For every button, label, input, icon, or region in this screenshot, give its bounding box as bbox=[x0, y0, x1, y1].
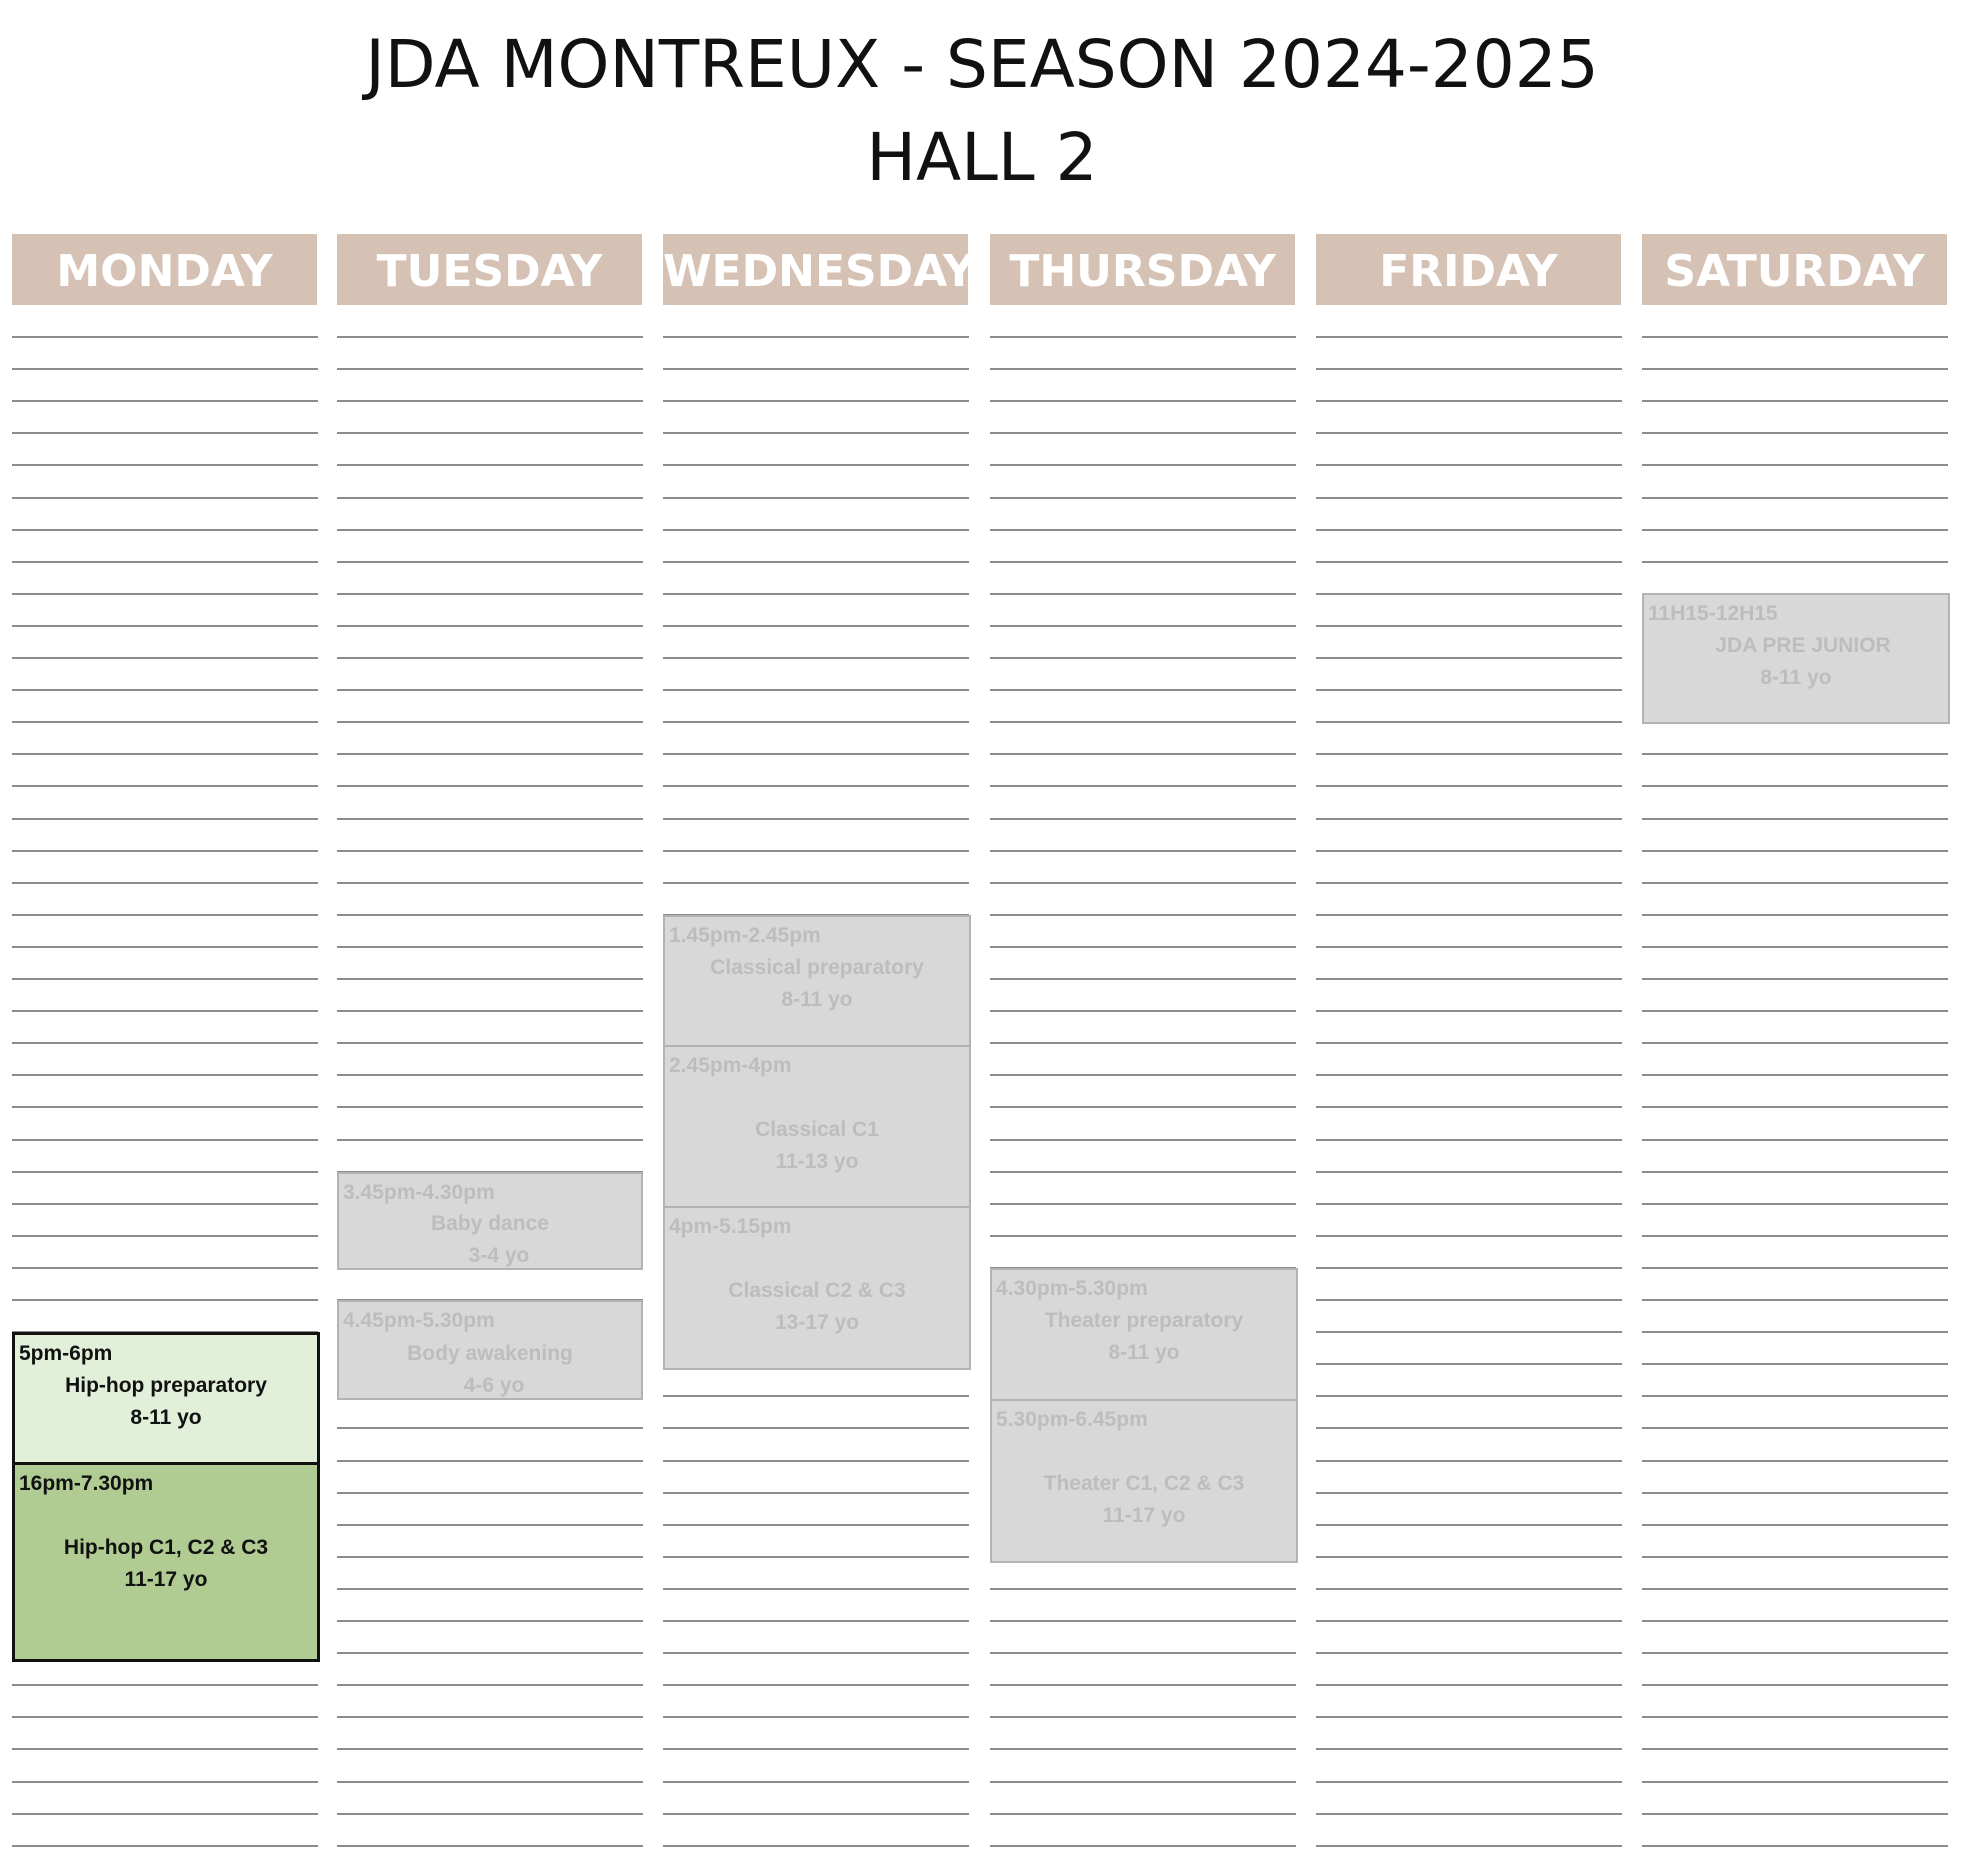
class-time: 16pm-7.30pm bbox=[19, 1472, 154, 1495]
time-slot-line bbox=[1316, 1010, 1622, 1012]
time-slot-line bbox=[1316, 1427, 1622, 1429]
time-slot-line bbox=[1642, 561, 1948, 563]
class-time: 4.30pm-5.30pm bbox=[996, 1277, 1148, 1300]
time-slot-line bbox=[12, 593, 318, 595]
time-slot-line bbox=[990, 657, 1296, 659]
time-slot-line bbox=[1316, 1363, 1622, 1365]
time-slot-line bbox=[663, 561, 969, 563]
time-slot-line bbox=[990, 689, 1296, 691]
time-slot-line bbox=[12, 464, 318, 466]
time-slot-line bbox=[12, 1139, 318, 1141]
class-name: Classical C2 & C3 bbox=[728, 1279, 906, 1302]
time-slot-line bbox=[1642, 1235, 1948, 1237]
class-name: Body awakening bbox=[407, 1342, 573, 1365]
time-slot-line bbox=[1642, 1331, 1948, 1333]
class-age: 3-4 yo bbox=[468, 1244, 530, 1267]
time-slot-line bbox=[337, 497, 643, 499]
time-slot-line bbox=[337, 1845, 643, 1847]
time-slot-line bbox=[337, 978, 643, 980]
time-slot-line bbox=[990, 1074, 1296, 1076]
time-slot-line bbox=[1316, 497, 1622, 499]
time-slot-line bbox=[337, 1652, 643, 1654]
time-slot-line bbox=[663, 529, 969, 531]
class-age: 8-11 yo bbox=[781, 988, 853, 1011]
time-slot-line bbox=[1316, 1524, 1622, 1526]
time-slot-line bbox=[1316, 464, 1622, 466]
time-slot-line bbox=[12, 850, 318, 852]
time-slot-line bbox=[337, 785, 643, 787]
time-slot-line bbox=[1642, 1139, 1948, 1141]
time-slot-line bbox=[1642, 1203, 1948, 1205]
time-slot-line bbox=[337, 336, 643, 338]
time-slot-line bbox=[663, 400, 969, 402]
time-slot-line bbox=[1642, 1010, 1948, 1012]
class-name: Baby dance bbox=[431, 1212, 549, 1235]
class-time: 11H15-12H15 bbox=[1648, 602, 1778, 625]
time-slot-line bbox=[1642, 368, 1948, 370]
time-slot-line bbox=[1642, 978, 1948, 980]
time-slot-line bbox=[337, 1010, 643, 1012]
time-slot-line bbox=[1316, 978, 1622, 980]
time-slot-line bbox=[663, 850, 969, 852]
time-slot-line bbox=[1316, 1074, 1622, 1076]
class-age: 4-6 yo bbox=[463, 1374, 525, 1397]
time-slot-line bbox=[1642, 1042, 1948, 1044]
day-column-monday bbox=[12, 234, 318, 1854]
time-slot-line bbox=[337, 1427, 643, 1429]
time-slot-line bbox=[663, 1427, 969, 1429]
time-slot-line bbox=[12, 689, 318, 691]
time-slot-line bbox=[1316, 1556, 1622, 1558]
time-slot-line bbox=[337, 432, 643, 434]
time-slot-line bbox=[1642, 1556, 1948, 1558]
time-slot-line bbox=[663, 368, 969, 370]
class-age: 8-11 yo bbox=[1108, 1341, 1180, 1364]
time-slot-line bbox=[663, 336, 969, 338]
time-slot-line bbox=[663, 818, 969, 820]
time-slot-line bbox=[1316, 625, 1622, 627]
time-slot-line bbox=[990, 1845, 1296, 1847]
time-slot-line bbox=[337, 1139, 643, 1141]
time-slot-line bbox=[337, 1748, 643, 1750]
time-slot-line bbox=[1642, 914, 1948, 916]
time-slot-line bbox=[990, 1781, 1296, 1783]
class-time: 5pm-6pm bbox=[19, 1342, 113, 1365]
time-slot-line bbox=[12, 400, 318, 402]
time-slot-line bbox=[1642, 1267, 1948, 1269]
time-slot-line bbox=[1316, 753, 1622, 755]
time-slot-line bbox=[337, 1556, 643, 1558]
time-slot-line bbox=[1642, 753, 1948, 755]
time-slot-line bbox=[1316, 1748, 1622, 1750]
time-slot-line bbox=[12, 336, 318, 338]
time-slot-line bbox=[990, 1010, 1296, 1012]
time-slot-line bbox=[663, 432, 969, 434]
time-slot-line bbox=[1316, 785, 1622, 787]
time-slot-line bbox=[1316, 1235, 1622, 1237]
time-slot-line bbox=[1316, 657, 1622, 659]
time-slot-line bbox=[663, 1845, 969, 1847]
time-slot-line bbox=[1316, 1203, 1622, 1205]
time-slot-line bbox=[12, 368, 318, 370]
time-slot-line bbox=[12, 882, 318, 884]
time-slot-line bbox=[1642, 1171, 1948, 1173]
time-slot-line bbox=[1642, 1106, 1948, 1108]
time-slot-line bbox=[337, 657, 643, 659]
class-block-classical-preparatory[interactable] bbox=[663, 915, 971, 1047]
time-slot-line bbox=[990, 946, 1296, 948]
time-slot-line bbox=[663, 1716, 969, 1718]
time-slot-line bbox=[1642, 1716, 1948, 1718]
day-column-saturday bbox=[1642, 234, 1948, 1854]
time-slot-line bbox=[12, 1684, 318, 1686]
time-slot-line bbox=[1642, 1620, 1948, 1622]
time-slot-line bbox=[990, 1042, 1296, 1044]
time-slot-line bbox=[1642, 1652, 1948, 1654]
time-slot-line bbox=[1316, 850, 1622, 852]
time-slot-line bbox=[337, 689, 643, 691]
time-slot-line bbox=[12, 1845, 318, 1847]
time-slot-line bbox=[12, 432, 318, 434]
class-name: Theater C1, C2 & C3 bbox=[1043, 1472, 1245, 1495]
time-slot-line bbox=[1316, 593, 1622, 595]
time-slot-line bbox=[12, 497, 318, 499]
time-slot-line bbox=[990, 1620, 1296, 1622]
time-slot-line bbox=[337, 1620, 643, 1622]
time-slot-line bbox=[337, 882, 643, 884]
time-slot-line bbox=[1316, 1267, 1622, 1269]
time-slot-line bbox=[1642, 529, 1948, 531]
time-slot-line bbox=[990, 1652, 1296, 1654]
time-slot-line bbox=[337, 1588, 643, 1590]
class-time: 3.45pm-4.30pm bbox=[343, 1181, 495, 1204]
time-slot-line bbox=[12, 1813, 318, 1815]
class-name: Classical preparatory bbox=[710, 956, 924, 979]
time-slot-line bbox=[663, 1492, 969, 1494]
time-slot-line bbox=[1316, 946, 1622, 948]
time-slot-line bbox=[337, 1106, 643, 1108]
time-slot-line bbox=[1642, 785, 1948, 787]
time-slot-line bbox=[12, 946, 318, 948]
time-slot-line bbox=[1642, 1748, 1948, 1750]
time-slot-line bbox=[1316, 1299, 1622, 1301]
time-slot-line bbox=[663, 1652, 969, 1654]
time-slot-line bbox=[12, 1010, 318, 1012]
time-slot-line bbox=[663, 1684, 969, 1686]
time-slot-line bbox=[990, 368, 1296, 370]
time-slot-line bbox=[337, 625, 643, 627]
time-slot-line bbox=[1316, 336, 1622, 338]
hall-subtitle: HALL 2 bbox=[866, 119, 1098, 196]
class-name: Theater preparatory bbox=[1044, 1309, 1244, 1332]
time-slot-line bbox=[663, 1524, 969, 1526]
time-slot-line bbox=[990, 400, 1296, 402]
time-slot-line bbox=[1316, 1492, 1622, 1494]
class-age: 13-17 yo bbox=[774, 1311, 860, 1334]
time-slot-line bbox=[990, 978, 1296, 980]
time-slot-line bbox=[337, 721, 643, 723]
day-column-wednesday bbox=[663, 234, 975, 1854]
time-slot-line bbox=[1642, 1492, 1948, 1494]
time-slot-line bbox=[337, 1042, 643, 1044]
class-time: 2.45pm-4pm bbox=[669, 1054, 792, 1077]
time-slot-line bbox=[1642, 1299, 1948, 1301]
time-slot-line bbox=[663, 689, 969, 691]
time-slot-line bbox=[12, 1171, 318, 1173]
time-slot-line bbox=[337, 464, 643, 466]
time-slot-line bbox=[990, 336, 1296, 338]
time-slot-line bbox=[12, 529, 318, 531]
time-slot-line bbox=[1316, 400, 1622, 402]
time-slot-line bbox=[12, 1299, 318, 1301]
class-time: 5.30pm-6.45pm bbox=[996, 1408, 1148, 1431]
time-slot-line bbox=[337, 561, 643, 563]
time-slot-line bbox=[1316, 1588, 1622, 1590]
time-slot-line bbox=[337, 818, 643, 820]
time-slot-line bbox=[1642, 1524, 1948, 1526]
time-slot-line bbox=[1642, 497, 1948, 499]
class-block-jda-pre-junior[interactable] bbox=[1642, 593, 1950, 724]
time-slot-line bbox=[1642, 882, 1948, 884]
time-slot-line bbox=[337, 593, 643, 595]
time-slot-line bbox=[12, 978, 318, 980]
time-slot-line bbox=[663, 497, 969, 499]
time-slot-line bbox=[1642, 1074, 1948, 1076]
time-slot-line bbox=[990, 850, 1296, 852]
class-block-theater-c1-c2-c3[interactable] bbox=[990, 1399, 1298, 1563]
time-slot-line bbox=[1316, 561, 1622, 563]
class-block-classical-c2-c3[interactable] bbox=[663, 1206, 971, 1370]
time-slot-line bbox=[12, 1235, 318, 1237]
class-age: 8-11 yo bbox=[1760, 666, 1832, 689]
time-slot-line bbox=[990, 1106, 1296, 1108]
day-header-wednesday: WEDNESDAY bbox=[663, 234, 968, 305]
time-slot-line bbox=[1316, 432, 1622, 434]
time-slot-line bbox=[663, 593, 969, 595]
time-slot-line bbox=[337, 400, 643, 402]
time-slot-line bbox=[1642, 1363, 1948, 1365]
time-slot-line bbox=[1642, 1395, 1948, 1397]
time-slot-line bbox=[663, 882, 969, 884]
time-slot-line bbox=[12, 785, 318, 787]
time-slot-line bbox=[1316, 1331, 1622, 1333]
time-slot-line bbox=[12, 1042, 318, 1044]
time-slot-line bbox=[337, 753, 643, 755]
time-slot-line bbox=[990, 914, 1296, 916]
class-block-hiphop-preparatory[interactable] bbox=[12, 1332, 320, 1465]
time-slot-line bbox=[12, 1106, 318, 1108]
day-header-friday: FRIDAY bbox=[1316, 234, 1621, 305]
time-slot-line bbox=[1316, 1042, 1622, 1044]
time-slot-line bbox=[663, 625, 969, 627]
time-slot-line bbox=[1642, 1813, 1948, 1815]
time-slot-line bbox=[990, 1716, 1296, 1718]
time-slot-line bbox=[663, 1460, 969, 1462]
time-slot-line bbox=[663, 1620, 969, 1622]
time-slot-line bbox=[990, 432, 1296, 434]
time-slot-line bbox=[12, 625, 318, 627]
time-slot-line bbox=[663, 1556, 969, 1558]
class-time: 4.45pm-5.30pm bbox=[343, 1309, 495, 1332]
time-slot-line bbox=[1642, 1427, 1948, 1429]
time-slot-line bbox=[337, 914, 643, 916]
time-slot-line bbox=[1316, 914, 1622, 916]
time-slot-line bbox=[1642, 432, 1948, 434]
time-slot-line bbox=[12, 1074, 318, 1076]
time-slot-line bbox=[990, 593, 1296, 595]
time-slot-line bbox=[1316, 1106, 1622, 1108]
time-slot-line bbox=[337, 946, 643, 948]
time-slot-line bbox=[12, 1748, 318, 1750]
time-slot-line bbox=[12, 818, 318, 820]
time-slot-line bbox=[1316, 1845, 1622, 1847]
day-header-saturday: SATURDAY bbox=[1642, 234, 1947, 305]
class-age: 8-11 yo bbox=[130, 1406, 202, 1429]
time-slot-line bbox=[1316, 1171, 1622, 1173]
time-slot-line bbox=[337, 1524, 643, 1526]
class-age: 11-17 yo bbox=[1102, 1504, 1186, 1527]
time-slot-line bbox=[1316, 1684, 1622, 1686]
time-slot-line bbox=[337, 1813, 643, 1815]
time-slot-line bbox=[663, 464, 969, 466]
class-name: JDA PRE JUNIOR bbox=[1715, 634, 1891, 657]
time-slot-line bbox=[1316, 368, 1622, 370]
schedule-title: JDA MONTREUX - SEASON 2024-2025 bbox=[365, 26, 1599, 103]
time-slot-line bbox=[1316, 1652, 1622, 1654]
class-block-classical-c1[interactable] bbox=[663, 1045, 971, 1208]
time-slot-line bbox=[1316, 721, 1622, 723]
time-slot-line bbox=[1642, 1588, 1948, 1590]
time-slot-line bbox=[990, 1139, 1296, 1141]
time-slot-line bbox=[1316, 818, 1622, 820]
time-slot-line bbox=[1316, 1716, 1622, 1718]
time-slot-line bbox=[990, 882, 1296, 884]
time-slot-line bbox=[663, 1781, 969, 1783]
time-slot-line bbox=[1642, 946, 1948, 948]
time-slot-line bbox=[1316, 882, 1622, 884]
time-slot-line bbox=[990, 818, 1296, 820]
time-slot-line bbox=[1642, 1781, 1948, 1783]
time-slot-line bbox=[12, 1781, 318, 1783]
time-slot-line bbox=[990, 1588, 1296, 1590]
class-time: 1.45pm-2.45pm bbox=[669, 924, 821, 947]
day-header-monday: MONDAY bbox=[12, 234, 317, 305]
time-slot-line bbox=[990, 464, 1296, 466]
time-slot-line bbox=[990, 753, 1296, 755]
time-slot-line bbox=[1316, 1139, 1622, 1141]
time-slot-line bbox=[1642, 400, 1948, 402]
time-slot-line bbox=[1316, 689, 1622, 691]
day-column-tuesday bbox=[337, 234, 643, 1854]
time-slot-line bbox=[990, 529, 1296, 531]
time-slot-line bbox=[1316, 1460, 1622, 1462]
class-block-baby-dance[interactable] bbox=[337, 1172, 643, 1270]
day-header-thursday: THURSDAY bbox=[990, 234, 1295, 305]
time-slot-line bbox=[1642, 1684, 1948, 1686]
time-slot-line bbox=[337, 1460, 643, 1462]
time-slot-line bbox=[12, 721, 318, 723]
time-slot-line bbox=[663, 1813, 969, 1815]
time-slot-line bbox=[1642, 336, 1948, 338]
time-slot-line bbox=[12, 657, 318, 659]
time-slot-line bbox=[1316, 1781, 1622, 1783]
class-age: 11-17 yo bbox=[124, 1568, 208, 1591]
time-slot-line bbox=[337, 368, 643, 370]
time-slot-line bbox=[1642, 1460, 1948, 1462]
time-slot-line bbox=[1316, 529, 1622, 531]
time-slot-line bbox=[337, 1716, 643, 1718]
time-slot-line bbox=[337, 850, 643, 852]
time-slot-line bbox=[337, 1492, 643, 1494]
time-slot-line bbox=[337, 1781, 643, 1783]
time-slot-line bbox=[1642, 1845, 1948, 1847]
time-slot-line bbox=[12, 561, 318, 563]
time-slot-line bbox=[990, 625, 1296, 627]
time-slot-line bbox=[1316, 1620, 1622, 1622]
time-slot-line bbox=[990, 1235, 1296, 1237]
time-slot-line bbox=[12, 1267, 318, 1269]
time-slot-line bbox=[663, 753, 969, 755]
time-slot-line bbox=[990, 497, 1296, 499]
time-slot-line bbox=[12, 753, 318, 755]
time-slot-line bbox=[1642, 818, 1948, 820]
class-block-body-awakening[interactable] bbox=[337, 1300, 643, 1400]
time-slot-line bbox=[990, 1748, 1296, 1750]
time-slot-line bbox=[663, 785, 969, 787]
time-slot-line bbox=[990, 721, 1296, 723]
time-slot-line bbox=[663, 657, 969, 659]
class-block-hiphop-c1-c2-c3[interactable] bbox=[12, 1462, 320, 1662]
time-slot-line bbox=[663, 721, 969, 723]
time-slot-line bbox=[12, 1716, 318, 1718]
time-slot-line bbox=[337, 529, 643, 531]
time-slot-line bbox=[990, 785, 1296, 787]
day-column-friday bbox=[1316, 234, 1622, 1854]
time-slot-line bbox=[1316, 1395, 1622, 1397]
time-slot-line bbox=[990, 1684, 1296, 1686]
day-header-tuesday: TUESDAY bbox=[337, 234, 642, 305]
time-slot-line bbox=[1316, 1813, 1622, 1815]
class-block-theater-preparatory[interactable] bbox=[990, 1268, 1298, 1401]
class-name: Hip-hop preparatory bbox=[65, 1374, 267, 1397]
class-age: 11-13 yo bbox=[775, 1150, 859, 1173]
time-slot-line bbox=[990, 1203, 1296, 1205]
time-slot-line bbox=[990, 1171, 1296, 1173]
class-time: 4pm-5.15pm bbox=[669, 1215, 792, 1238]
time-slot-line bbox=[990, 1813, 1296, 1815]
time-slot-line bbox=[337, 1074, 643, 1076]
day-column-thursday bbox=[990, 234, 1296, 1854]
time-slot-line bbox=[663, 1588, 969, 1590]
time-slot-line bbox=[337, 1684, 643, 1686]
class-name: Classical C1 bbox=[755, 1118, 879, 1141]
time-slot-line bbox=[663, 1748, 969, 1750]
time-slot-line bbox=[1642, 464, 1948, 466]
time-slot-line bbox=[990, 561, 1296, 563]
class-name: Hip-hop C1, C2 & C3 bbox=[63, 1536, 269, 1559]
time-slot-line bbox=[663, 1395, 969, 1397]
time-slot-line bbox=[12, 1203, 318, 1205]
time-slot-line bbox=[12, 914, 318, 916]
time-slot-line bbox=[1642, 850, 1948, 852]
